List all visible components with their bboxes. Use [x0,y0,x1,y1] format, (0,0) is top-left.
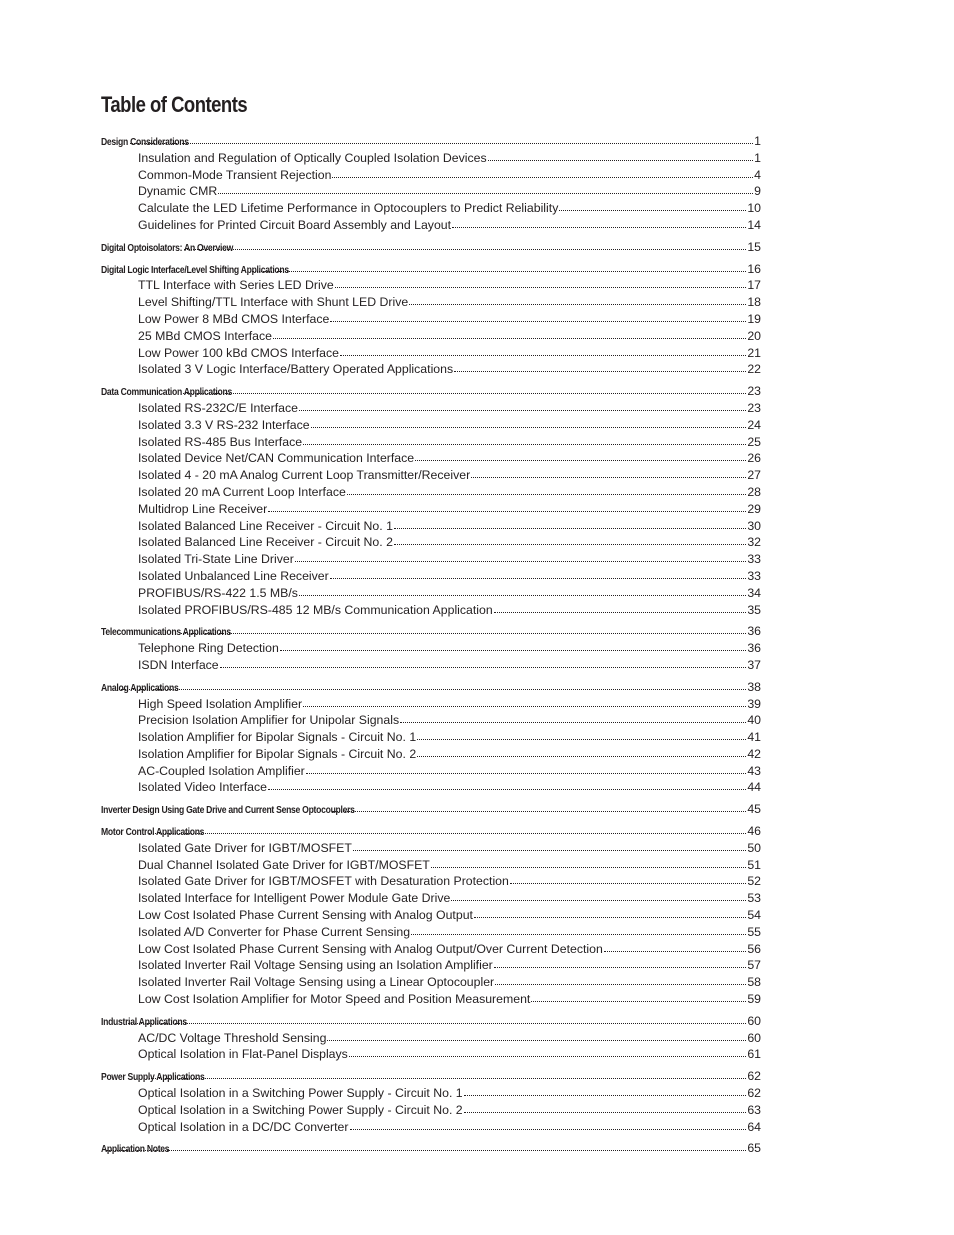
entry-page-number: 14 [747,217,761,232]
dot-leader [510,875,746,885]
toc-section-heading[interactable] [101,623,761,640]
toc-entry[interactable] [101,183,761,200]
dot-leader [280,642,746,652]
dot-leader [559,202,746,212]
entry-page-number: 43 [747,763,761,778]
dot-leader [474,909,746,919]
entry-label: Isolated Balanced Line Receiver - Circuit No. 1 [138,518,393,533]
dot-leader [604,943,747,953]
section-heading-label: Analog Applications [101,681,179,694]
dot-leader [183,385,747,395]
entry-label: Isolated Video Interface [138,780,267,795]
toc-entry[interactable] [101,602,761,619]
toc-section-heading[interactable] [101,1140,761,1157]
toc-entry[interactable] [101,551,761,568]
toc-entry[interactable] [101,450,761,467]
dot-leader [327,1032,746,1042]
toc-entry[interactable] [101,991,761,1008]
dot-leader [471,469,746,479]
toc-section-heading[interactable] [101,823,761,840]
dot-leader [409,296,746,306]
dot-leader [488,152,754,162]
dot-leader [350,1121,747,1131]
entry-label: Isolated Inverter Rail Voltage Sensing using a Linear Optocoupler [138,975,495,990]
toc-entry[interactable] [101,1102,761,1119]
entry-label: Calculate the LED Lifetime Performance in Optocouplers to Predict Reliability [138,201,559,216]
entry-label: Isolation Amplifier for Bipolar Signals - Circuit No. 2 [138,746,417,761]
entry-label: ISDN Interface [138,657,219,672]
entry-label: Isolated RS-485 Bus Interface [138,434,303,449]
dot-leader [332,169,753,179]
toc-entry[interactable] [101,361,761,378]
toc-entry[interactable] [101,1030,761,1047]
entry-page-number: 4 [754,167,761,182]
entry-page-number: 57 [747,958,761,973]
dot-leader [349,1048,746,1058]
toc-entry[interactable] [101,746,761,763]
entry-page-number: 19 [747,311,761,326]
dot-leader [452,219,746,229]
entry-label: Isolated PROFIBUS/RS-485 12 MB/s Communication Application [138,602,493,617]
toc-section [101,383,761,618]
dot-leader [335,279,747,289]
entry-page-number: 18 [747,295,761,310]
dot-leader [332,803,746,813]
entry-page-number: 50 [747,840,761,855]
toc-section-heading[interactable] [101,383,761,400]
dot-leader [184,241,747,251]
toc-entry[interactable] [101,585,761,602]
dot-leader [400,714,746,724]
entry-label: Low Cost Isolation Amplifier for Motor Speed and Position Measurement [138,992,531,1007]
entry-label: Isolated Gate Driver for IGBT/MOSFET with Desaturation Protection [138,874,509,889]
entry-page-number: 23 [747,400,761,415]
entry-label: Multidrop Line Receiver [138,501,268,516]
dot-leader [464,1087,747,1097]
toc-entry[interactable] [101,640,761,657]
toc-section-heading[interactable] [101,801,761,818]
section-page-number: 60 [747,1013,761,1028]
section-page-number: 23 [747,384,761,399]
entry-label: Isolated Gate Driver for IGBT/MOSFET [138,840,352,855]
entry-page-number: 58 [747,975,761,990]
entry-label: AC/DC Voltage Threshold Sensing [138,1030,327,1045]
dot-leader [494,959,747,969]
section-page-number: 15 [747,239,761,254]
entry-page-number: 28 [747,484,761,499]
dot-leader [218,185,753,195]
entry-page-number: 30 [747,518,761,533]
section-heading-label: Industrial Applications [101,1015,187,1028]
entry-label: Common-Mode Transient Rejection [138,167,332,182]
toc-section [101,623,761,673]
entry-page-number: 37 [747,657,761,672]
entry-page-number: 61 [747,1047,761,1062]
toc-section [101,801,761,818]
entry-page-number: 40 [747,713,761,728]
dot-leader [181,625,746,635]
toc-entry[interactable] [101,167,761,184]
dot-leader [106,1142,746,1152]
entry-label: PROFIBUS/RS-422 1.5 MB/s [138,585,298,600]
dot-leader [252,263,746,273]
dot-leader [417,748,746,758]
toc-entry[interactable] [101,150,761,167]
entry-page-number: 32 [747,535,761,550]
toc-entry[interactable] [101,200,761,217]
page-title: Table of Contents [101,92,248,117]
entry-page-number: 1 [754,150,761,165]
toc-entry[interactable] [101,518,761,535]
entry-page-number: 33 [747,568,761,583]
toc-section-heading[interactable] [101,239,761,256]
entry-page-number: 20 [747,328,761,343]
toc-entry[interactable] [101,957,761,974]
entry-page-number: 22 [747,362,761,377]
dot-leader [464,1104,747,1114]
toc-section-heading[interactable] [101,1013,761,1030]
toc-entry[interactable] [101,434,761,451]
toc-entry[interactable] [101,1085,761,1102]
toc-section [101,239,761,256]
section-page-number: 45 [747,802,761,817]
dot-leader [306,765,747,775]
section-page-number: 65 [747,1141,761,1156]
toc-entry[interactable] [101,712,761,729]
dot-leader [149,1070,746,1080]
entry-page-number: 64 [747,1119,761,1134]
toc-entry[interactable] [101,657,761,674]
toc-entry[interactable] [101,840,761,857]
dot-leader [451,892,746,902]
dot-leader [311,419,747,429]
entry-page-number: 27 [747,468,761,483]
dot-leader [273,330,746,340]
entry-label: 25 MBd CMOS Interface [138,328,272,343]
toc-entry[interactable] [101,467,761,484]
entry-page-number: 34 [747,585,761,600]
entry-page-number: 53 [747,891,761,906]
entry-label: Isolated A/D Converter for Phase Current Sensing [138,924,411,939]
entry-label: Isolated 4 - 20 mA Analog Current Loop Transmitter/Receiver [138,468,471,483]
entry-page-number: 55 [747,924,761,939]
dot-leader [454,363,746,373]
dot-leader [531,993,746,1003]
toc-section [101,1068,761,1135]
toc-section-heading[interactable] [101,133,761,150]
entry-page-number: 42 [747,746,761,761]
entry-label: Low Power 100 kBd CMOS Interface [138,345,339,360]
section-heading-label: Data Communication Applications [101,386,232,399]
entry-label: Precision Isolation Amplifier for Unipolar Signals [138,713,400,728]
toc-section [101,1140,761,1157]
dot-leader [411,926,746,936]
toc-section-heading[interactable] [101,679,761,696]
toc-entry[interactable] [101,1119,761,1136]
entry-page-number: 36 [747,641,761,656]
toc-entry[interactable] [101,857,761,874]
toc-entry[interactable] [101,277,761,294]
dot-leader [353,842,746,852]
toc-section [101,261,761,379]
entry-label: Guidelines for Printed Circuit Board Assembly and Layout [138,217,452,232]
toc-entry[interactable] [101,763,761,780]
entry-label: High Speed Isolation Amplifier [138,696,303,711]
entry-label: Isolated 3.3 V RS-232 Interface [138,417,310,432]
entry-page-number: 10 [747,201,761,216]
toc-entry[interactable] [101,974,761,991]
entry-page-number: 41 [747,730,761,745]
section-page-number: 62 [747,1069,761,1084]
dot-leader [299,587,746,597]
section-page-number: 16 [747,261,761,276]
section-heading-label: Telecommunications Applications [101,626,231,639]
entry-label: Optical Isolation in a DC/DC Converter [138,1119,349,1134]
dot-leader [295,553,746,563]
toc-entry[interactable] [101,779,761,796]
toc-entry[interactable] [101,484,761,501]
section-heading-label: Digital Optoisolators: An Overview [101,241,234,254]
toc-section-heading[interactable] [101,1068,761,1085]
entry-page-number: 9 [754,184,761,199]
toc-entry[interactable] [101,907,761,924]
dot-leader [117,681,746,691]
entry-label: Low Cost Isolated Phase Current Sensing with Analog Output/Over Current Detection [138,941,603,956]
section-heading-label: Application Notes [101,1143,170,1156]
document-page [101,90,761,1157]
dot-leader [149,825,747,835]
entry-page-number: 17 [747,278,761,293]
entry-label: Dynamic CMR [138,184,218,199]
entry-page-number: 33 [747,552,761,567]
toc-entry[interactable] [101,400,761,417]
dot-leader [268,503,746,513]
dot-leader [417,731,746,741]
toc-entry[interactable] [101,328,761,345]
section-page-number: 38 [747,679,761,694]
toc-entry[interactable] [101,873,761,890]
entry-label: Isolated Inverter Rail Voltage Sensing using an Isolation Amplifier [138,958,493,973]
entry-page-number: 59 [747,992,761,1007]
toc-entry[interactable] [101,729,761,746]
section-heading-label: Power Supply Applications [101,1071,205,1084]
section-heading-label: Digital Logic Interface/Level Shifting Applications [101,263,289,276]
entry-label: Optical Isolation in a Switching Power Supply - Circuit No. 1 [138,1086,463,1101]
toc-entry[interactable] [101,568,761,585]
entry-label: Optical Isolation in a Switching Power Supply - Circuit No. 2 [138,1102,463,1117]
entry-page-number: 39 [747,696,761,711]
toc-entry[interactable] [101,501,761,518]
entry-label: Insulation and Regulation of Optically Coupled Isolation Devices [138,150,487,165]
dot-leader [220,659,747,669]
toc-entry[interactable] [101,924,761,941]
dot-leader [394,536,746,546]
dot-leader [394,520,746,530]
entry-label: Isolated RS-232C/E Interface [138,400,298,415]
entry-page-number: 56 [747,941,761,956]
entry-page-number: 62 [747,1086,761,1101]
dot-leader [303,436,746,446]
table-of-contents [101,133,761,1157]
entry-page-number: 44 [747,780,761,795]
toc-entry[interactable] [101,534,761,551]
dot-leader [128,1015,747,1025]
section-page-number: 1 [754,134,761,148]
dot-leader [431,859,747,869]
entry-page-number: 35 [747,602,761,617]
toc-section [101,1013,761,1063]
section-heading-label: Design Considerations [101,136,189,148]
toc-entry[interactable] [101,1046,761,1063]
toc-entry[interactable] [101,890,761,907]
dot-leader [340,347,746,357]
entry-label: Level Shifting/TTL Interface with Shunt LED Drive [138,295,409,310]
entry-label: Isolated 3 V Logic Interface/Battery Operated Applications [138,362,454,377]
section-heading-label: Inverter Design Using Gate Drive and Current Sense Optocouplers [101,804,355,817]
entry-page-number: 60 [747,1030,761,1045]
toc-section [101,679,761,797]
entry-label: Optical Isolation in Flat-Panel Displays [138,1047,348,1062]
entry-label: Isolated Unbalanced Line Receiver [138,568,329,583]
entry-page-number: 63 [747,1102,761,1117]
entry-label: Isolation Amplifier for Bipolar Signals - Circuit No. 1 [138,730,417,745]
toc-section [101,823,761,1008]
entry-page-number: 51 [747,857,761,872]
entry-label: Isolated Interface for Intelligent Power Module Gate Drive [138,891,451,906]
entry-label: Low Cost Isolated Phase Current Sensing with Analog Output [138,908,473,923]
dot-leader [415,452,746,462]
toc-entry[interactable] [101,311,761,328]
toc-entry[interactable] [101,294,761,311]
toc-entry[interactable] [101,345,761,362]
dot-leader [303,698,746,708]
toc-section-heading[interactable] [101,261,761,278]
dot-leader [330,313,746,323]
entry-label: Isolated Balanced Line Receiver - Circuit No. 2 [138,535,393,550]
entry-page-number: 54 [747,908,761,923]
section-page-number: 36 [747,624,761,639]
entry-page-number: 52 [747,874,761,889]
toc-entry[interactable] [101,941,761,958]
entry-label: Dual Channel Isolated Gate Driver for IGBT/MOSFET [138,857,430,872]
toc-entry[interactable] [101,696,761,713]
section-page-number: 46 [747,824,761,839]
entry-label: AC-Coupled Isolation Amplifier [138,763,305,778]
toc-entry[interactable] [101,217,761,234]
entry-label: Isolated Device Net/CAN Communication Interface [138,451,415,466]
entry-page-number: 29 [747,501,761,516]
entry-label: Low Power 8 MBd CMOS Interface [138,311,330,326]
dot-leader [268,781,746,791]
entry-page-number: 26 [747,451,761,466]
dot-leader [330,570,747,580]
entry-page-number: 21 [747,345,761,360]
entry-label: Telephone Ring Detection [138,641,279,656]
entry-label: Isolated 20 mA Current Loop Interface [138,484,346,499]
entry-label: Isolated Tri-State Line Driver [138,552,294,567]
entry-page-number: 25 [747,434,761,449]
entry-page-number: 24 [747,417,761,432]
dot-leader [495,976,746,986]
toc-entry[interactable] [101,417,761,434]
dot-leader [494,604,747,614]
dot-leader [347,486,747,496]
dot-leader [130,135,753,145]
toc-section [101,133,761,234]
entry-label: TTL Interface with Series LED Drive [138,278,334,293]
dot-leader [299,402,746,412]
section-heading-label: Motor Control Applications [101,826,205,839]
